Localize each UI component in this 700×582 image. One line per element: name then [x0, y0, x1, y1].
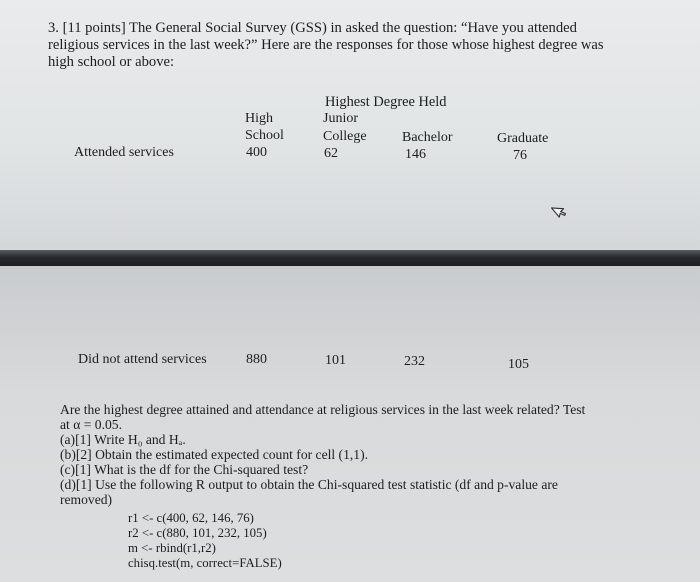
cell-not-attended-graduate: 105 [508, 357, 529, 372]
cell-not-attended-high-school: 880 [246, 352, 267, 367]
part-c: (c)[1] What is the df for the Chi-squared test? [60, 462, 309, 477]
part-a: (a)[1] Write H₀ and Hₐ. [60, 432, 186, 447]
row-label-did-not-attend: Did not attend services [78, 352, 207, 367]
column-header-graduate: Graduate [497, 131, 549, 146]
parts-intro-line-2: at α = 0.05. [60, 417, 122, 432]
cell-attended-bachelor: 146 [405, 147, 426, 162]
cell-attended-junior-college: 62 [324, 146, 338, 161]
r-code-line-3: m <- rbind(r1,r2) [128, 541, 216, 555]
table-group-header: Highest Degree Held [325, 94, 447, 110]
cell-attended-high-school: 400 [246, 145, 267, 160]
parts-intro-line-1: Are the highest degree attained and attendance at religious services in the last week related? Test [60, 402, 586, 417]
column-header-high-school-1: High [245, 111, 273, 126]
r-code-line-4: chisq.test(m, correct=FALSE) [128, 556, 282, 570]
column-header-high-school-2: School [245, 128, 284, 143]
question-statement [48, 20, 688, 71]
cell-attended-graduate: 76 [513, 148, 527, 163]
mouse-pointer-icon [551, 203, 567, 219]
r-code-line-2: r2 <- c(880, 101, 232, 105) [128, 526, 267, 540]
question-line-3: high school or above: [48, 54, 175, 70]
r-code-line-1: r1 <- c(400, 62, 146, 76) [128, 511, 254, 525]
question-line-1: 3. [11 points] The General Social Survey (GSS) in asked the question: “Have you attended [48, 20, 577, 36]
column-header-bachelor: Bachelor [402, 130, 453, 145]
question-line-2: religious services in the last week?” Here are the responses for those whose highest degree was [48, 37, 604, 53]
cell-not-attended-bachelor: 232 [404, 354, 425, 369]
cell-not-attended-junior-college: 101 [325, 353, 346, 368]
column-header-junior-college-2: College [323, 129, 367, 144]
photo-fold-shadow [0, 250, 700, 266]
row-label-attended: Attended services [74, 145, 174, 160]
part-d-line-1: (d)[1] Use the following R output to obtain the Chi-squared test statistic (df and p-value are [60, 477, 558, 492]
part-b: (b)[2] Obtain the estimated expected count for cell (1,1). [60, 447, 369, 462]
part-d-line-2: removed) [60, 492, 113, 507]
column-header-junior-college-1: Junior [323, 111, 358, 126]
